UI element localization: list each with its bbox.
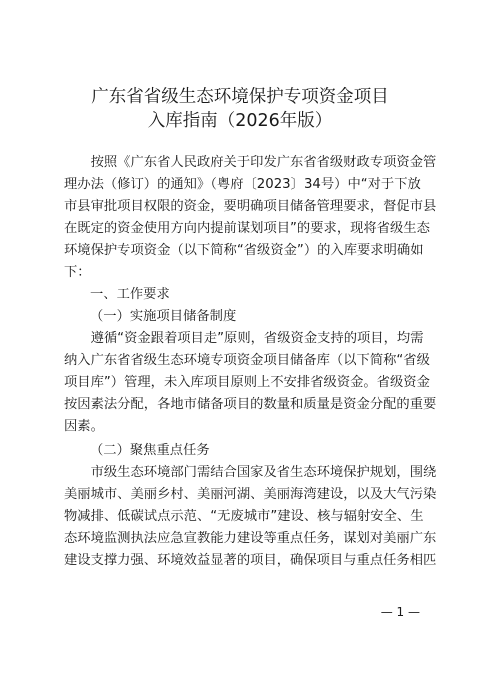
subsection-heading-key-tasks: （二）聚焦重点任务 bbox=[90, 443, 210, 458]
paragraph-line: 按因素法分配，各地市储备项目的数量和质量是资金分配的重要 bbox=[64, 397, 437, 412]
paragraph-line: 因素。 bbox=[64, 419, 104, 434]
paragraph-line: 项目库”）管理，未入库项目原则上不安排省级资金。省级资金 bbox=[64, 375, 430, 390]
paragraph-line: 市级生态环境部门需结合国家及省生态环境保护规划，围绕 bbox=[64, 465, 437, 480]
paragraph-line: 遵循“资金跟着项目走”原则，省级资金支持的项目，均需 bbox=[64, 331, 424, 346]
paragraph-line: 纳入广东省省级生态环境专项资金项目储备库（以下简称“省级 bbox=[64, 353, 430, 368]
paragraph-line: 物减排、低碳试点示范、“无废城市”建设、核与辐射安全、生 bbox=[64, 509, 424, 524]
paragraph-line: 在既定的资金使用方向内提前谋划项目”的要求，现将省级生态 bbox=[64, 221, 430, 236]
paragraph-line: 美丽城市、美丽乡村、美丽河湖、美丽海湾建设，以及大气污染 bbox=[64, 487, 437, 502]
section-heading-work-requirements: 一、工作要求 bbox=[90, 287, 170, 302]
document-title-line1: 广东省省级生态环境保护专项资金项目 bbox=[91, 87, 389, 107]
paragraph-line: 按照《广东省人民政府关于印发广东省省级财政专项资金管 bbox=[64, 155, 437, 170]
paragraph-line: 理办法（修订）的通知》（粤府〔2023〕34号）中“对于下放 bbox=[64, 177, 421, 192]
paragraph-line: 环境保护专项资金（以下简称“省级资金”）的入库要求明确如 bbox=[64, 243, 424, 258]
document-title-line2: 入库指南（2026年版） bbox=[147, 111, 333, 131]
paragraph-line: 态环境监测执法应急宣教能力建设等重点任务，谋划对美丽广东 bbox=[64, 531, 437, 546]
paragraph-line: 下： bbox=[64, 265, 91, 280]
paragraph-line: 建设支撑力强、环境效益显著的项目，确保项目与重点任务相匹 bbox=[64, 553, 437, 568]
project-reserve-paragraph bbox=[64, 328, 437, 438]
key-tasks-paragraph bbox=[64, 462, 437, 572]
page-number: — 1 — bbox=[380, 605, 420, 619]
paragraph-line: 市县审批项目权限的资金，要明确项目储备管理要求，督促市县 bbox=[64, 199, 437, 214]
subsection-heading-project-reserve: （一）实施项目储备制度 bbox=[90, 309, 237, 324]
intro-paragraph bbox=[64, 152, 437, 284]
